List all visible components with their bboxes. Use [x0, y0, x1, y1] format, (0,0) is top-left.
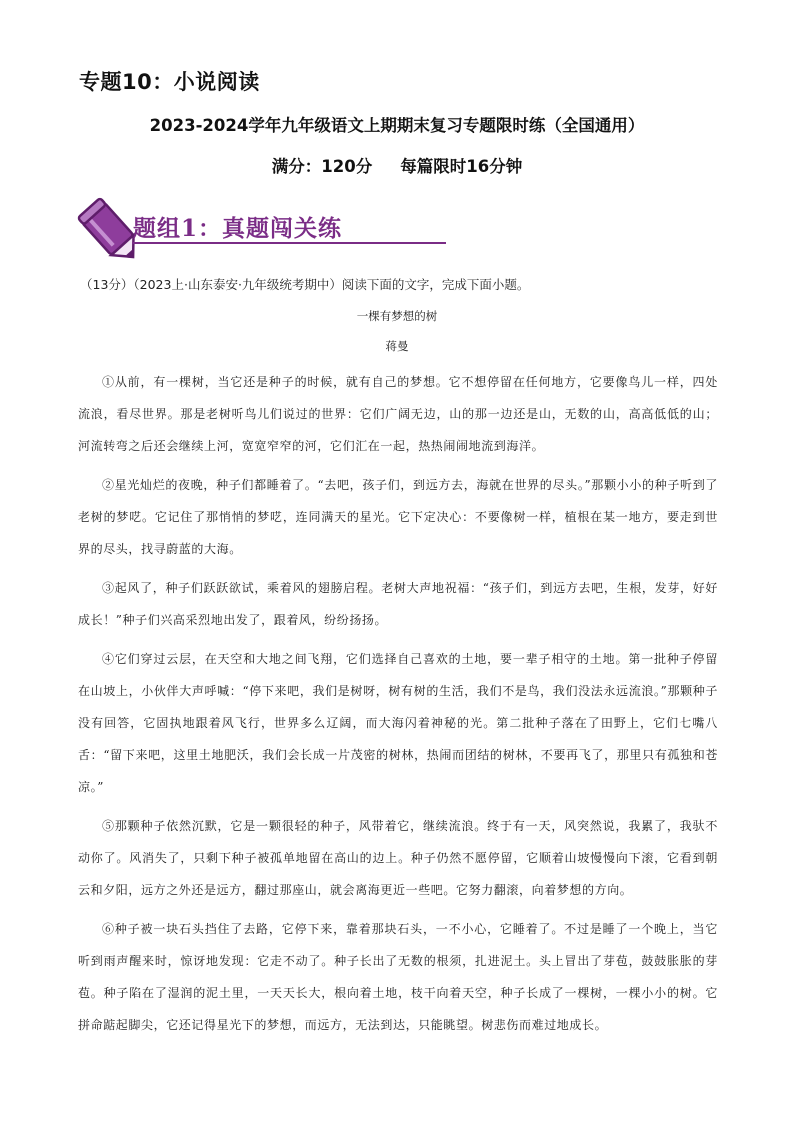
story-title: 一棵有梦想的树: [356, 309, 438, 323]
group-banner-label: 题组1：真题闯关练: [133, 215, 343, 242]
story-paragraph-5: ⑤那颗种子依然沉默，它是一颗很轻的种子，风带着它，继续流浪。终于有一天，风突然说，我累了，我驮不动你了。风消失了，只剩下种子被孤单地留在高山的边上。种子仍然不愿停留，它顺着山坡慢慢向下滚，它看到朝云和夕阳，远方之外还是远方，翻过那座山，就会离海更近一些吧。它努力翻滚，向着梦想的方向。: [78, 819, 718, 897]
story-paragraph-2: ②星光灿烂的夜晚，种子们都睡着了。“去吧，孩子们，到远方去，海就在世界的尽头。”那颗小小的种子听到了老树的梦呓。它记住了那悄悄的梦呓，连同满天的星光。它下定决心：不要像树一样，植根在某一地方，要走到世界的尽头，找寻蔚蓝的大海。: [78, 478, 718, 556]
topic-title: 专题10：小说阅读: [79, 70, 260, 94]
story-paragraph-4: ④它们穿过云层，在天空和大地之间飞翔，它们选择自己喜欢的土地，要一辈子相守的土地。第一批种子停留在山坡上，小伙伴大声呼喊：“停下来吧，我们是树呀，树有树的生活，我们不是鸟，我们没法永远流浪。”那颗种子没有回答，它固执地跟着风飞行，世界多么辽阔，而大海闪着神秘的光。第二批种子落在了田野上，它们七嘴八舌：“留下来吧，这里土地肥沃，我们会长成一片茂密的树林，热闹而团结的树林，不要再飞了，那里只有孤独和苍凉。”: [78, 652, 718, 794]
banner-underline: [132, 242, 446, 244]
question-intro: （13分）（2023上·山东泰安·九年级统考期中）阅读下面的文字，完成下面小题。: [80, 277, 530, 292]
pencil-icon: [76, 195, 138, 261]
story-author: 蒋曼: [385, 339, 409, 353]
full-score: 满分：120分: [271, 157, 373, 176]
score-line: [0, 153, 794, 177]
story-paragraph-6: ⑥种子被一块石头挡住了去路，它停下来，靠着那块石头，一不小心，它睡着了。不过是睡了一个晚上，当它听到雨声醒来时，惊讶地发现：它走不动了。种子长出了无数的根须，扎进泥土。头上冒出了芽苞，鼓鼓胀胀的芽苞。种子陷在了湿润的泥土里，一天天长大，根向着土地，枝干向着天空，种子长成了一棵树，一棵小小的树。它拼命踮起脚尖，它还记得星光下的梦想，而远方，无法到达，只能眺望。树悲伤而难过地成长。: [78, 922, 718, 1032]
document-subtitle: 2023-2024学年九年级语文上期期末复习专题限时练（全国通用）: [149, 116, 645, 135]
story-paragraph-3: ③起风了，种子们跃跃欲试，乘着风的翅膀启程。老树大声地祝福：“孩子们，到远方去吧，生根，发芽，好好成长！”种子们兴高采烈地出发了，跟着风，纷纷扬扬。: [78, 581, 718, 627]
story-body: [78, 366, 718, 1048]
group-banner: [76, 195, 376, 261]
time-limit: 每篇限时16分钟: [400, 157, 523, 176]
story-paragraph-1: ①从前，有一棵树，当它还是种子的时候，就有自己的梦想。它不想停留在任何地方，它要像鸟儿一样，四处流浪，看尽世界。那是老树听鸟儿们说过的世界：它们广阔无边，山的那一边还是山，无数的山，高高低低的山；河流转弯之后还会继续上河，宽宽窄窄的河，它们汇在一起，热热闹闹地流到海洋。: [78, 375, 718, 453]
